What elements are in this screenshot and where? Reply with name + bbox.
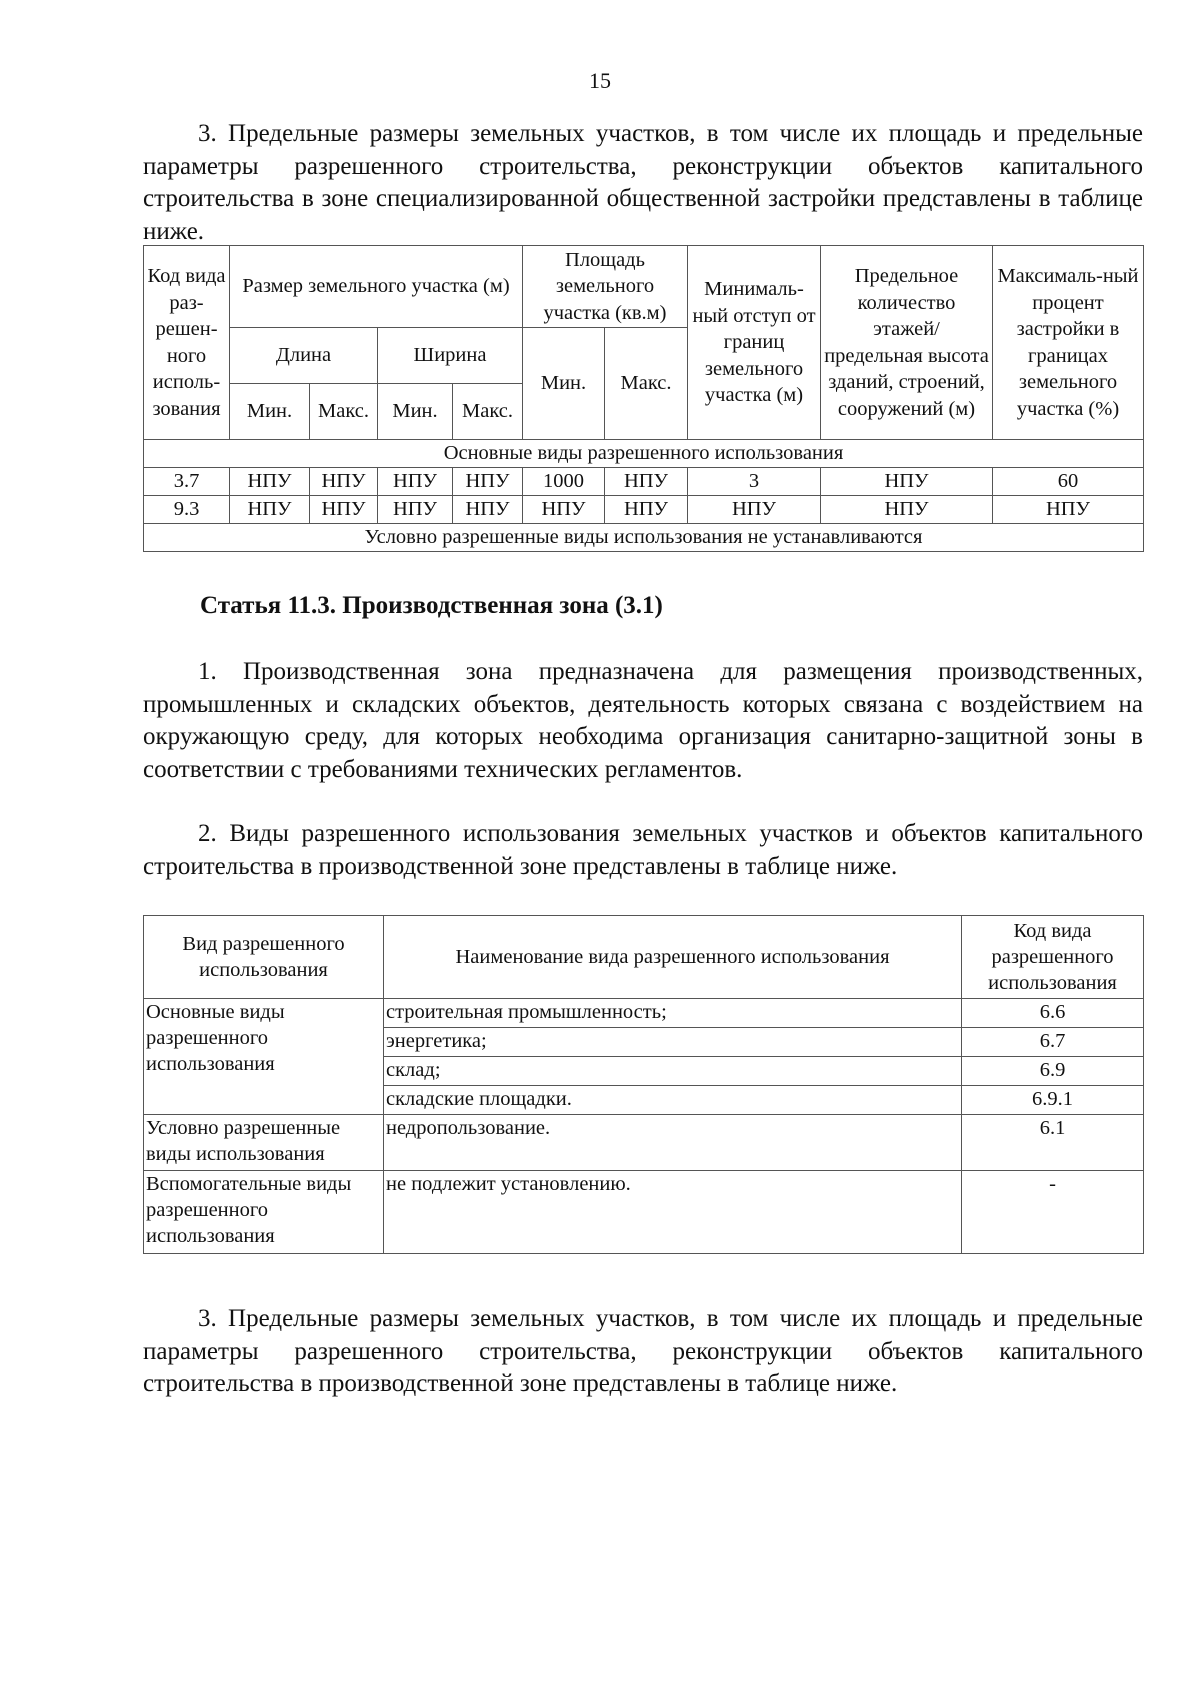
use-code: 6.7 [962, 1028, 1144, 1057]
params-table [143, 245, 1144, 552]
table-cell: НПУ [605, 468, 688, 496]
table-cell: НПУ [230, 496, 310, 524]
section-main-uses: Основные виды разрешенного использования [144, 440, 1144, 468]
table-cell: НПУ [230, 468, 310, 496]
header-length-min: Мин. [230, 384, 310, 440]
table-cell: НПУ [993, 496, 1144, 524]
header-code: Код вида раз-решен-ного исполь-зования [144, 246, 230, 440]
header-setback: Минималь-ный отступ от границ земельного участка (м) [688, 246, 821, 440]
table-cell: НПУ [453, 468, 523, 496]
header-use-code: Код вида разрешенного использования [962, 916, 1144, 999]
paragraph-2: 2. Виды разрешенного использования земельных участков и объектов капитального строительства в производственной зоне представлены в таблице ниже. [143, 820, 1143, 880]
table-cell: 3 [688, 468, 821, 496]
use-code: 6.9.1 [962, 1086, 1144, 1115]
uses-table [143, 915, 1144, 1254]
table-cell: НПУ [378, 468, 453, 496]
header-length: Длина [230, 328, 378, 384]
table-cell: НПУ [605, 496, 688, 524]
table-cell: НПУ [821, 496, 993, 524]
table-row [144, 468, 1144, 496]
table-cell: НПУ [688, 496, 821, 524]
table-cell: 9.3 [144, 496, 230, 524]
table-row [144, 496, 1144, 524]
header-area: Площадь земельного участка (кв.м) [523, 246, 688, 328]
table-cell: НПУ [310, 468, 378, 496]
article-heading: Статья 11.3. Производственная зона (3.1) [200, 592, 663, 619]
table-cell: 60 [993, 468, 1144, 496]
header-width-max: Макс. [453, 384, 523, 440]
paragraph-1: 1. Производственная зона предназначена для размещения производственных, промышленных и складских объектов, деятельность которых связана с воздействием на окружающую среду, для которых необходима организация санитарно-защитной зоны в соответствии с требованиями технических регламентов. [143, 658, 1143, 783]
use-name: склад; [384, 1057, 962, 1086]
use-name: энергетика; [384, 1028, 962, 1057]
header-length-max: Макс. [310, 384, 378, 440]
conditional-uses-note: Условно разрешенные виды использования не устанавливаются [144, 524, 1144, 552]
table-row [144, 1171, 1144, 1254]
group-main-uses: Основные виды разрешенного использования [144, 999, 384, 1115]
use-name: не подлежит установлению. [384, 1171, 962, 1254]
table-cell: НПУ [523, 496, 605, 524]
table-cell: НПУ [821, 468, 993, 496]
header-area-max: Макс. [605, 328, 688, 440]
use-code: - [962, 1171, 1144, 1254]
header-width-min: Мин. [378, 384, 453, 440]
header-use-name: Наименование вида разрешенного использования [384, 916, 962, 999]
use-name: складские площадки. [384, 1086, 962, 1115]
table-cell: 3.7 [144, 468, 230, 496]
use-code: 6.6 [962, 999, 1144, 1028]
group-auxiliary-uses: Вспомогательные виды разрешенного использования [144, 1171, 384, 1254]
header-size: Размер земельного участка (м) [230, 246, 523, 328]
use-name: строительная промышленность; [384, 999, 962, 1028]
paragraph-3: 3. Предельные размеры земельных участков, в том числе их площадь и предельные параметры разрешенного строительства, реконструкции объектов капитального строительства в производственной зоне представлены в таблице ниже. [143, 1305, 1143, 1397]
table-row [144, 999, 1144, 1028]
table-cell: НПУ [310, 496, 378, 524]
use-code: 6.1 [962, 1115, 1144, 1171]
use-code: 6.9 [962, 1057, 1144, 1086]
header-percent: Максималь-ный процент застройки в границах земельного участка (%) [993, 246, 1144, 440]
header-floors: Предельное количество этажей/ предельная высота зданий, строений, сооружений (м) [821, 246, 993, 440]
intro-paragraph: 3. Предельные размеры земельных участков, в том числе их площадь и предельные параметры разрешенного строительства, реконструкции объектов капитального строительства в зоне специализированной общественной застройки представлены в таблице ниже. [143, 120, 1143, 245]
header-use-type: Вид разрешенного использования [144, 916, 384, 999]
table-cell: 1000 [523, 468, 605, 496]
table-cell: НПУ [453, 496, 523, 524]
group-conditional-uses: Условно разрешенные виды использования [144, 1115, 384, 1171]
use-name: недропользование. [384, 1115, 962, 1171]
header-area-min: Мин. [523, 328, 605, 440]
table-cell: НПУ [378, 496, 453, 524]
page-number: 15 [589, 68, 611, 93]
header-width: Ширина [378, 328, 523, 384]
table-row [144, 1115, 1144, 1171]
